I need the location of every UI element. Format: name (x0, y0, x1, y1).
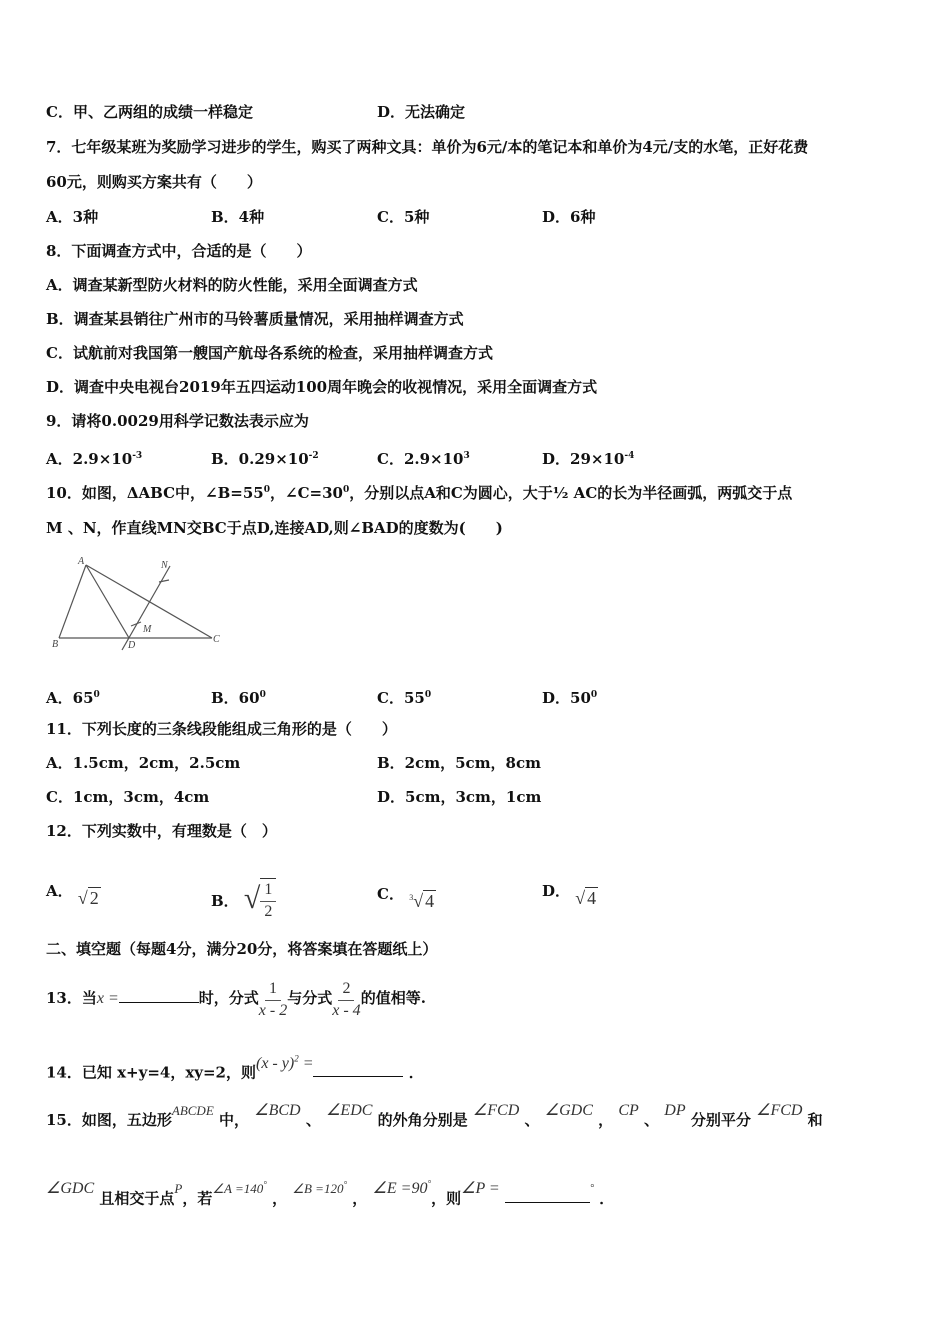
q12-option-d: D． √ 4 (542, 882, 597, 908)
label-m: M (143, 624, 152, 635)
q7-stem-line2: 60元，则购买方案共有（ ） (46, 173, 262, 191)
q8-option-a: A．调查某新型防火材料的防火性能，采用全面调查方式 (46, 276, 418, 294)
q8-option-b: B．调查某县销往广州市的马铃薯质量情况，采用抽样调查方式 (46, 310, 464, 328)
q15-line1: 15．如图，五边形ABCDE 中， ∠BCD 、 ∠EDC 的外角分别是 ∠FCD 、 ∠GDC ， CP 、 DP 分别平分 ∠FCD 和 (46, 1102, 823, 1129)
q9-option-b: B．$0.29\times 10^{-2}$ (211, 450, 319, 468)
q15-answer-blank[interactable] (505, 1188, 590, 1203)
q11-option-d: D．5cm，3cm，1cm (377, 788, 542, 806)
q11-option-c: C．1cm，3cm，4cm (46, 788, 210, 806)
q13-answer-blank[interactable] (119, 988, 199, 1003)
q9-stem: 9．请将0.0029用科学记数法表示应为 (46, 412, 309, 430)
q7-stem-line1: 7．七年级某班为奖励学习进步的学生，购买了两种文具：单价为6元/本的笔记本和单价为4元/支的水笔，正好花费 (46, 138, 809, 156)
q11-option-a: A．1.5cm，2cm，2.5cm (46, 754, 241, 772)
q10-stem-line2: M 、N，作直线MN交BC于点D,连接AD,则∠BAD的度数为( ) (46, 519, 503, 537)
q14: 14．已知 x+y=4，xy=2，则(x - y)$^2$ = ． (46, 1054, 424, 1082)
q9-option-d: D．$29\times 10^{-4}$ (542, 450, 635, 468)
q13: 13．当x = 时，分式 $\frac{1}{x - 2}$ 与分式 $\frac{2}{x - 4}$ 的值相等. (46, 979, 426, 1019)
label-n: N (161, 560, 168, 571)
q7-option-b: B．4种 (211, 208, 265, 226)
label-a: A (78, 556, 85, 567)
section-2-heading: 二、填空题（每题4分，满分20分，将答案填在答题纸上） (46, 940, 438, 958)
q11-stem: 11．下列长度的三条线段能组成三角形的是（ ） (46, 720, 397, 738)
q6-option-c: C．甲、乙两组的成绩一样稳定 (46, 103, 253, 121)
q10-option-b: B．$60^0$ (211, 689, 266, 707)
q8-option-d: D．调查中央电视台2019年五四运动100周年晚会的收视情况，采用全面调查方式 (46, 378, 598, 396)
q11-option-b: B．2cm，5cm，8cm (377, 754, 542, 772)
q10-stem-line1: 10．如图，ΔABC中，$\angle B=55^0$，$\angle C=30^0$，分别以点A和C为圆心，大于½ AC的长为半径画弧，两弧交于点 (46, 484, 793, 502)
q6-option-d: D．无法确定 (377, 103, 466, 121)
q8-option-c: C．试航前对我国第一艘国产航母各系统的检查，采用抽样调查方式 (46, 344, 493, 362)
q12-option-a: A． √ 2 (46, 882, 99, 908)
q15-line2: ∠GDC 且相交于点P，若∠A =140° ， ∠B =120° ， ∠E =90°，则∠P = ° ． (46, 1179, 615, 1208)
label-b: B (52, 639, 59, 650)
q10-option-c: C．$55^0$ (377, 689, 432, 707)
label-c: C (213, 634, 220, 645)
arc-marks (131, 580, 169, 626)
q14-answer-blank[interactable] (313, 1062, 403, 1077)
q12-option-b: B． √ $\frac{1}{2}$ (211, 880, 276, 924)
segment-ab (59, 565, 86, 638)
q7-option-a: A．3种 (46, 208, 99, 226)
q9-option-c: C．$2.9\times 10^3$ (377, 450, 470, 468)
q10-option-a: A．$65^0$ (46, 689, 100, 707)
q7-option-d: D．6种 (542, 208, 596, 226)
label-d: D (128, 640, 136, 651)
segment-ad (86, 565, 129, 638)
q7-option-c: C．5种 (377, 208, 430, 226)
q10-option-d: D．$50^0$ (542, 689, 598, 707)
q10-triangle-figure (40, 550, 240, 660)
q8-stem: 8．下面调查方式中，合适的是（ ） (46, 242, 312, 260)
q12-stem: 12．下列实数中，有理数是（ ） (46, 822, 277, 840)
q12-option-c: C． $^3$√ 4 (377, 885, 435, 911)
q9-option-a: A．$2.9\times 10^{-3}$ (46, 450, 143, 468)
